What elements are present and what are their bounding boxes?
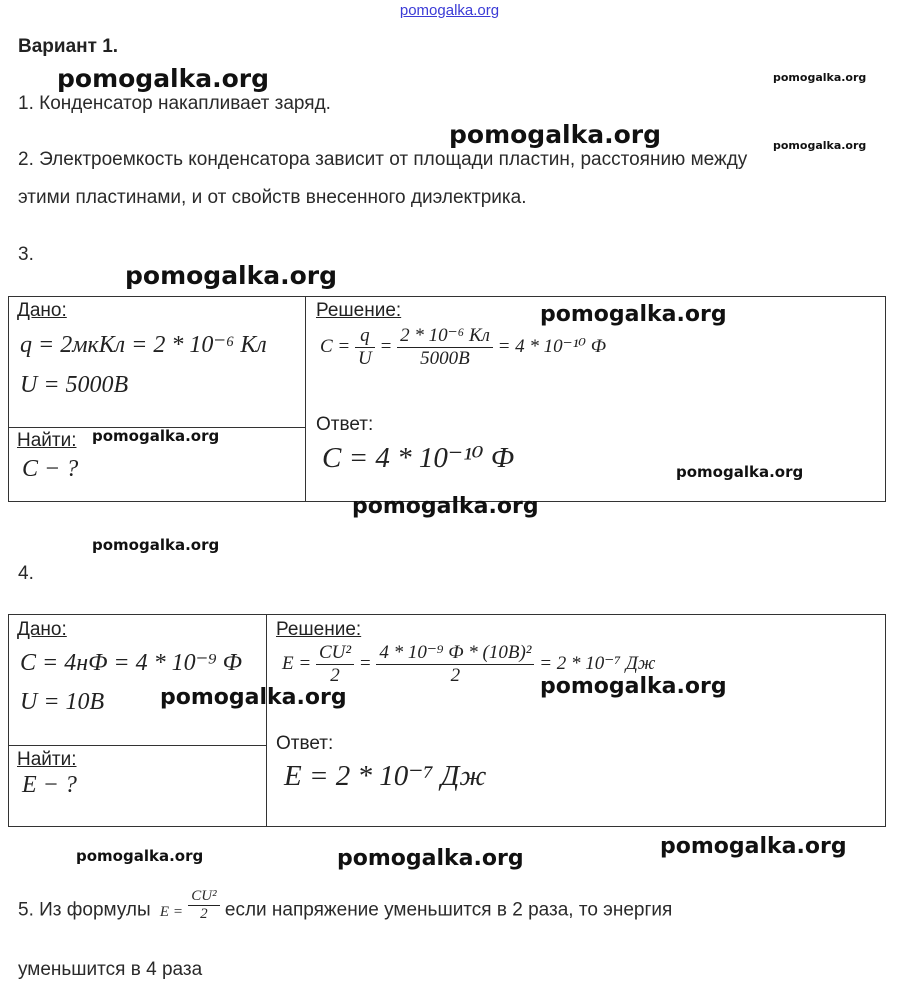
find-energy: E − ? xyxy=(22,772,77,798)
watermark: pomogalka.org xyxy=(773,139,867,152)
table-divider xyxy=(305,297,306,501)
answer-2-line-2: этими пластинами, и от свойств внесенного диэлектрика. xyxy=(18,187,527,208)
watermark: pomogalka.org xyxy=(160,685,347,710)
given-voltage: U = 5000В xyxy=(20,372,129,398)
watermark: pomogalka.org xyxy=(76,847,204,865)
find-label: Найти: xyxy=(17,749,77,770)
watermark: pomogalka.org xyxy=(540,674,727,699)
question-3-number: 3. xyxy=(18,244,34,265)
watermark: pomogalka.org xyxy=(773,71,867,84)
watermark: pomogalka.org xyxy=(676,463,804,481)
watermark: pomogalka.org xyxy=(92,536,220,554)
solution-label: Решение: xyxy=(276,619,362,640)
table-divider xyxy=(266,615,267,826)
answer-5-line-1: 5. Из формулы E = $\frac{\text{CU²}}{2}$ если напряжение уменьшится в 2 раза, то энергия xyxy=(18,888,673,922)
watermark: pomogalka.org xyxy=(337,846,524,871)
answer-1-text: 1. Конденсатор накапливает заряд. xyxy=(18,93,331,114)
given-label: Дано: xyxy=(17,619,67,640)
watermark: pomogalka.org xyxy=(92,427,220,445)
watermark: pomogalka.org xyxy=(660,834,847,859)
watermark: pomogalka.org xyxy=(449,120,662,149)
given-voltage: U = 10B xyxy=(20,689,105,715)
solution-formula: C = $\frac{q}{U}$ = $\frac{\text{2 * 10⁻⁶ Кл}}{5000В}$ = 4 * 10⁻¹⁰ Ф xyxy=(320,325,607,369)
find-capacitance: C − ? xyxy=(22,456,79,482)
watermark: pomogalka.org xyxy=(57,64,270,93)
solution-formula: E = $\frac{\text{CU²}}{2}$ = $\frac{\text{4 * 10⁻⁹ Ф * (10В)²}}{2}$ = 2 * 10⁻⁷ Дж xyxy=(282,642,656,686)
find-label: Найти: xyxy=(17,430,77,451)
watermark: pomogalka.org xyxy=(352,494,539,519)
given-capacitance: C = 4нФ = 4 * 10⁻⁹ Ф xyxy=(20,650,242,676)
answer-label: Ответ: xyxy=(316,414,374,435)
answer-value: C = 4 * 10⁻¹⁰ Ф xyxy=(322,442,515,474)
answer-2-line-1: 2. Электроемкость конденсатора зависит от площади пластин, расстоянию между xyxy=(18,149,748,170)
question-4-number: 4. xyxy=(18,563,34,584)
table-divider xyxy=(9,745,266,746)
given-charge: q = 2мкКл = 2 * 10⁻⁶ Кл xyxy=(20,332,267,358)
given-label: Дано: xyxy=(17,300,67,321)
answer-value: E = 2 * 10⁻⁷ Дж xyxy=(284,760,487,792)
watermark: pomogalka.org xyxy=(125,261,338,290)
site-link-top[interactable]: pomogalka.org xyxy=(399,2,500,19)
solution-label: Решение: xyxy=(316,300,402,321)
answer-label: Ответ: xyxy=(276,733,334,754)
variant-title: Вариант 1. xyxy=(18,36,119,57)
answer-5-line-2: уменьшится в 4 раза xyxy=(18,959,203,980)
watermark: pomogalka.org xyxy=(540,302,727,327)
